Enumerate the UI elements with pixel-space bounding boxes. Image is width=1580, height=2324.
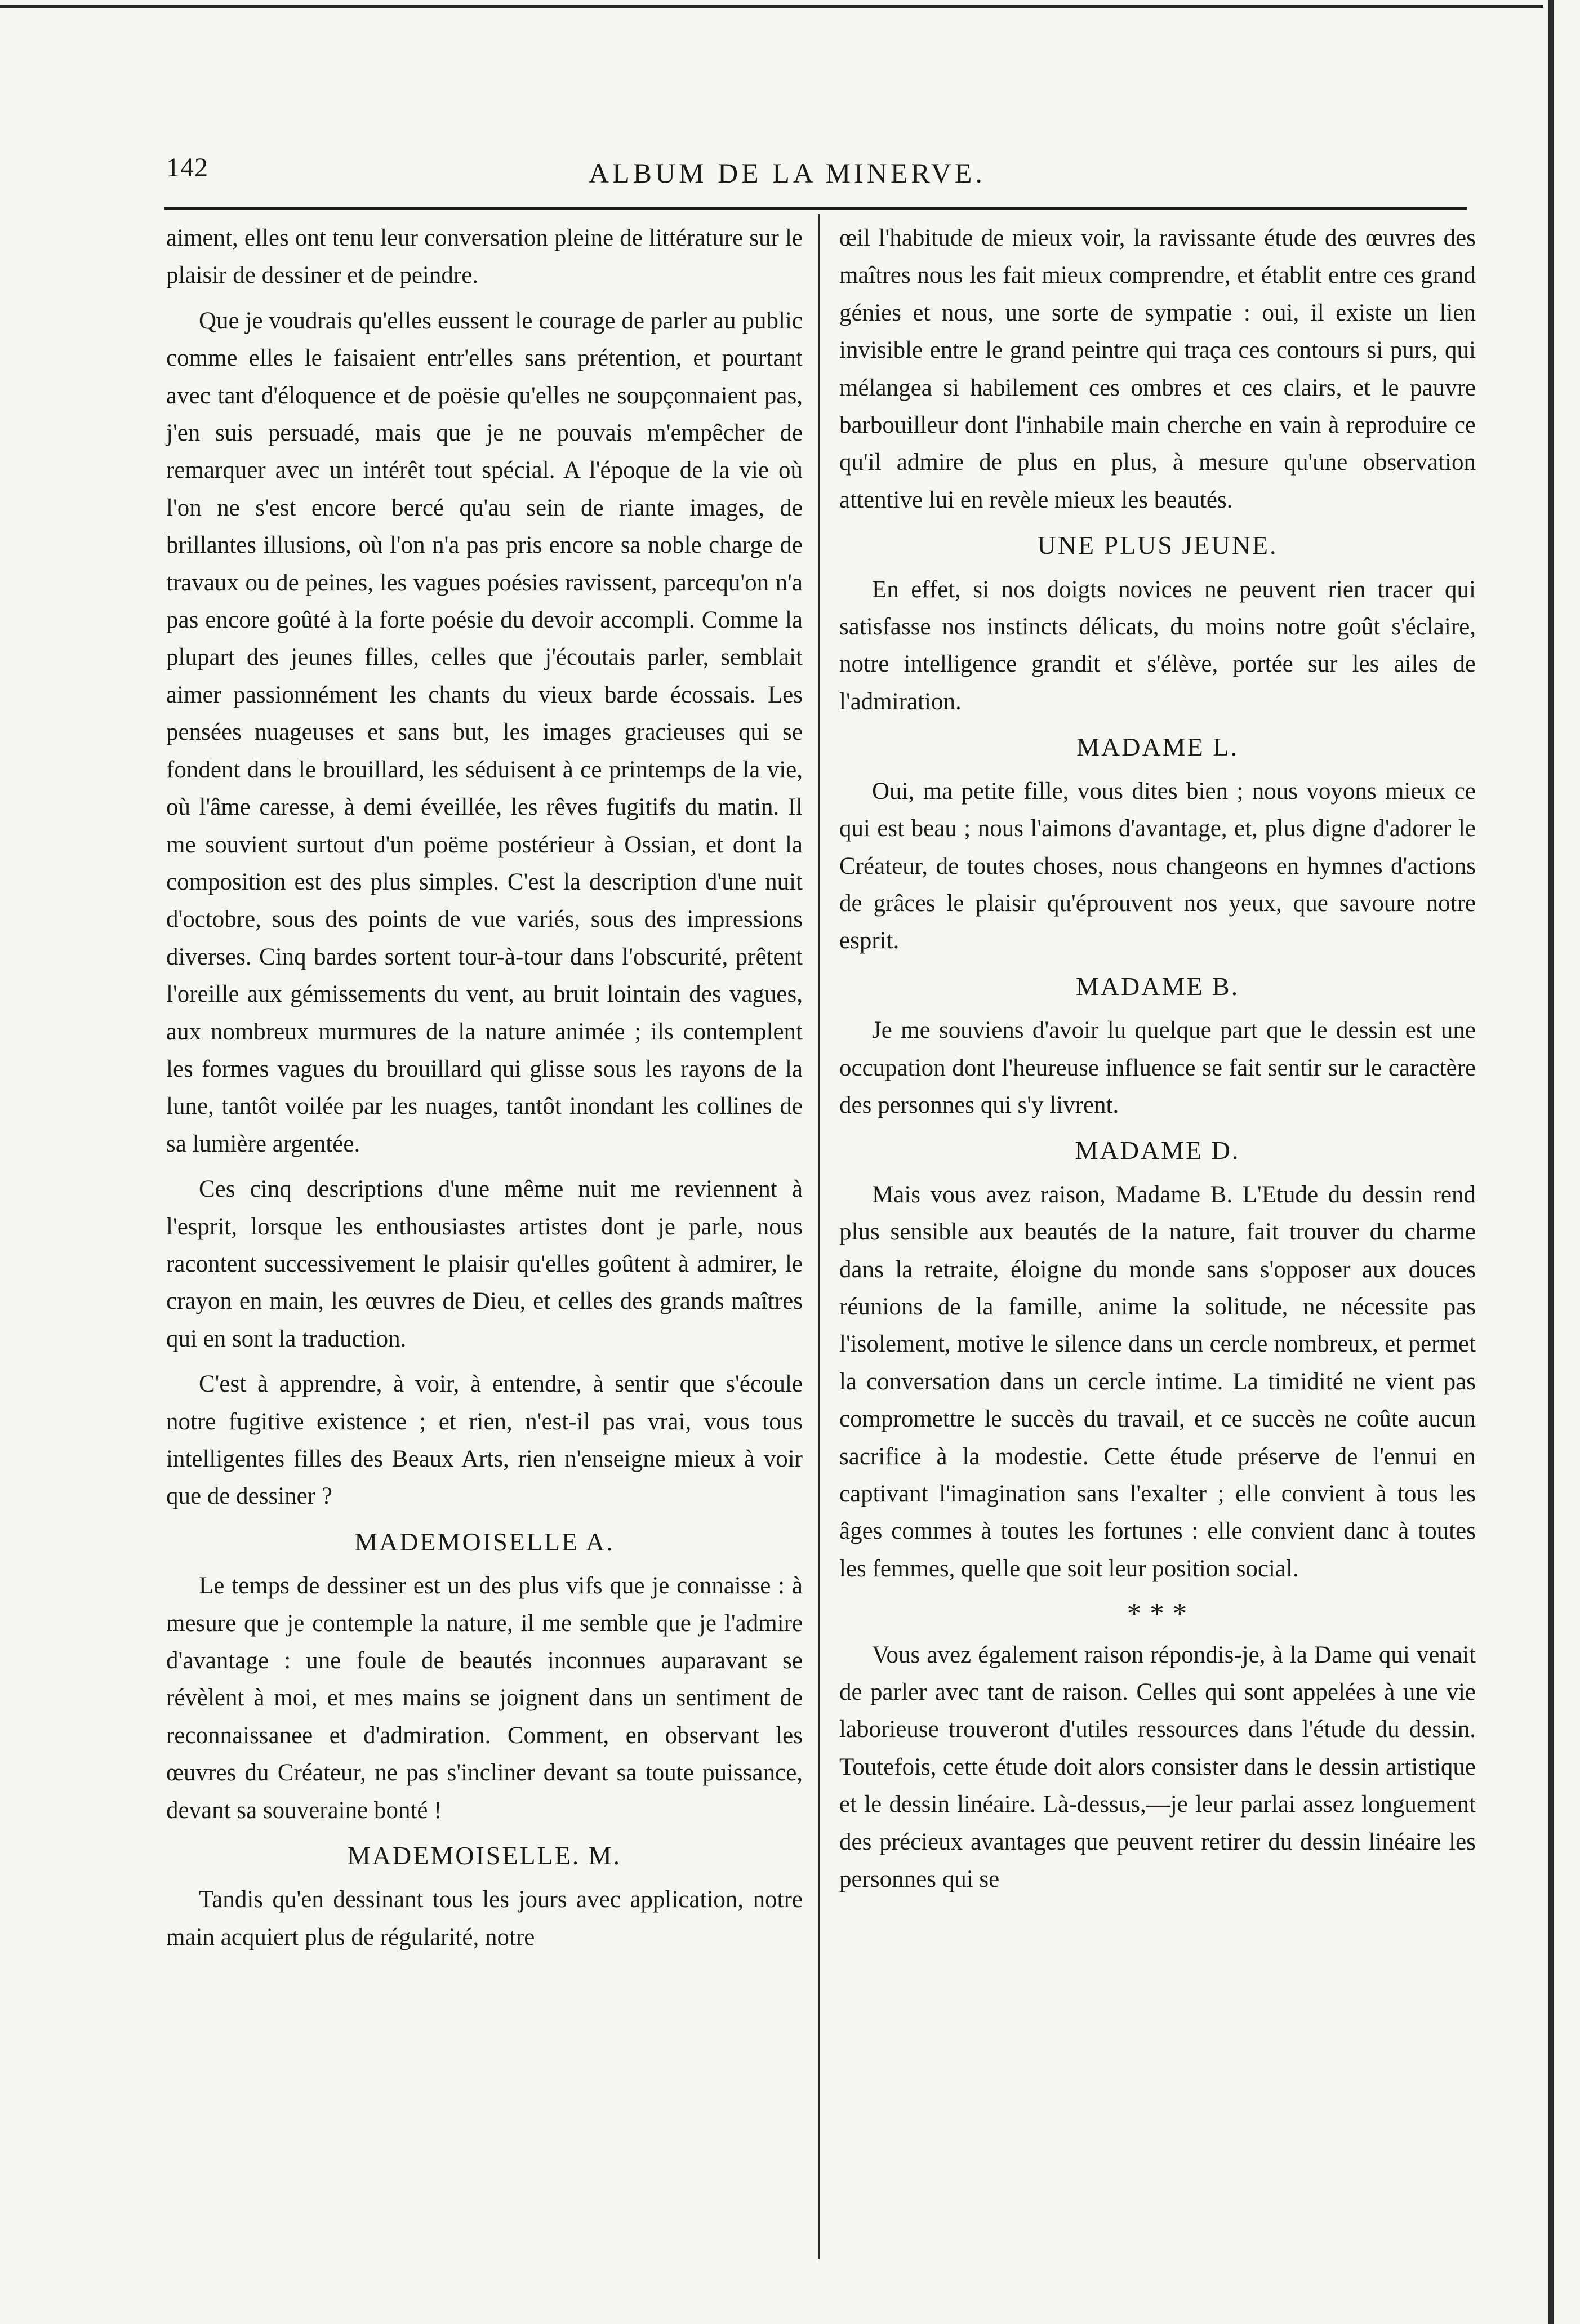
speaker-heading: MADEMOISELLE. M. [347, 1841, 622, 1870]
paragraph: Vous avez également raison répondis-je, à la Dame qui venait de parler avec tant de raison. Celles qui sont appelées à une vie laborieuse trouveront d'utiles ressources dans l'étude du dessin. Toutefois, cette étude doit alors consister dans le dessin artistique et le dessin linéaire. Là-dessus,—je leur parlai assez longuement des précieux avantages que peuvent retirer du dessin linéaire les personnes qui se [839, 1641, 1476, 1893]
speaker-heading: MADEMOISELLE A. [354, 1527, 615, 1556]
right-column [839, 220, 1476, 1906]
paragraph: Oui, ma petite fille, vous dites bien ; nous voyons mieux ce qui est beau ; nous l'aimons d'avantage, et, plus digne d'adorer le Créateur, de toutes choses, nous changeons en hymnes d'actions de grâces le plaisir qu'éprouvent nos yeux, que savoure notre esprit. [839, 777, 1476, 954]
paragraph: Que je voudrais qu'elles eussent le courage de parler au public comme elles le faisaient entr'elles sans prétention, et pourtant avec tant d'éloquence et de poësie qu'elles ne soupçonnaient pas, j'en suis persuadé, mais que je ne pouvais m'empêcher de remarquer avec un intérêt tout spécial. A l'époque de la vie où l'on ne s'est encore bercé qu'au sein de riante images, de brillantes illusions, où l'on n'a pas pris encore sa noble charge de travaux ou de peines, les vagues poésies ravissent, parcequ'on n'a pas encore goûté à la forte poésie du devoir accompli. Comme la plupart des jeunes filles, celles que j'écoutais parler, semblait aimer passionnément les chants du vieux barde écossais. Les pensées nuageuses et sans but, les images gracieuses qui se fondent dans le brouillard, les séduisent à ce printemps de la vie, où l'âme caresse, à demi éveillée, les rêves fugitifs du matin. Il me souvient surtout d'un poëme postérieur à Ossian, et dont la composition est des plus simples. C'est la description d'une nuit d'octobre, sous des points de vue variés, sous des impressions diverses. Cinq bardes sortent tour-à-tour dans l'obscurité, prêtent l'oreille aux gémissements du vent, au bruit lointain des vagues, aux nombreux murmures de la nature animée ; ils contemplent les formes vagues du brouillard qui glisse sous les rayons de la lune, tantôt voilée par les nuages, tantôt inondant les collines de sa lumière argentée. [166, 307, 803, 1157]
section-asterisks: * * * [1127, 1598, 1189, 1630]
paragraph: C'est à apprendre, à voir, à entendre, à sentir que s'écoule notre fugitive existence ; et rien, n'est-il pas vrai, vous tous intelligentes filles des Beaux Arts, rien n'enseigne mieux à voir que de dessiner ? [166, 1371, 803, 1510]
speaker-heading: MADAME D. [1075, 1136, 1240, 1165]
column-divider [818, 214, 820, 2259]
left-column [166, 220, 803, 1964]
paragraph: Le temps de dessiner est un des plus vifs que je connaisse : à mesure que je contemple la nature, il me semble que je l'admire d'avantage : une foule de beautés inconnues auparavant se révèlent à moi, et mes mains se joignent dans un sentiment de reconnaissanee et d'admiration. Comment, en observant les œuvres du Créateur, ne pas s'incliner devant sa toute puissance, devant sa souveraine bonté ! [166, 1572, 803, 1824]
page-number: 142 [166, 153, 208, 183]
page-right-edge [1548, 0, 1554, 2324]
paragraph: En effet, si nos doigts novices ne peuvent rien tracer qui satisfasse nos instincts délicats, du moins notre goût s'éclaire, notre intelligence grandit et s'élève, portée sur les ailes de l'admiration. [839, 576, 1476, 715]
header-rule [164, 207, 1467, 210]
speaker-heading: MADAME L. [1076, 732, 1239, 762]
paragraph: aiment, elles ont tenu leur conversation pleine de littérature sur le plaisir de dessiner et de peindre. [166, 225, 803, 289]
paragraph: Tandis qu'en dessinant tous les jours avec application, notre main acquiert plus de régularité, notre [166, 1886, 803, 1950]
paragraph: Je me souviens d'avoir lu quelque part que le dessin est une occupation dont l'heureuse influence se fait sentir sur le caractère des personnes qui s'y livrent. [839, 1017, 1476, 1118]
speaker-heading: MADAME B. [1075, 971, 1240, 1001]
running-header-title: ALBUM DE LA MINERVE. [589, 157, 986, 189]
speaker-heading: UNE PLUS JEUNE. [1037, 531, 1278, 560]
paragraph: œil l'habitude de mieux voir, la ravissante étude des œuvres des maîtres nous les fait mieux comprendre, et établit entre ces grand génies et nous, une sorte de sympatie : oui, il existe un lien invisible entre le grand peintre qui traça ces contours si purs, qui mélangea si habilement ces ombres et ces clairs, et le pauvre barbouilleur dont l'inhabile main cherche en vain à reproduire ce qu'il admire de plus en plus, à mesure qu'une observation attentive lui en revèle mieux les beautés. [839, 225, 1476, 513]
paragraph: Ces cinq descriptions d'une même nuit me reviennent à l'esprit, lorsque les enthousiastes artistes dont je parle, nous racontent successivement le plaisir qu'elles goûtent à admirer, le crayon en main, les œuvres de Dieu, et celles des grands maîtres qui en sont la traduction. [166, 1176, 803, 1352]
paragraph: Mais vous avez raison, Madame B. L'Etude du dessin rend plus sensible aux beautés de la nature, fait trouver du charme dans la retraite, éloigne du monde sans s'opposer aux douces réunions de la famille, anime la solitude, ne nécessite pas l'isolement, motive le silence dans un cercle nombreux, et permet la conversation dans un cercle intime. La timidité ne vient pas compromettre le succès du travail, et ce succès ne coûte aucun sacrifice à la modestie. Cette étude préserve de l'ennui en captivant l'imagination sans l'exalter ; elle convient à tous les âges commes à toutes les fortunes : elle convient danc à toutes les femmes, quelle que soit leur position social. [839, 1181, 1476, 1582]
top-border-line [0, 5, 1543, 8]
